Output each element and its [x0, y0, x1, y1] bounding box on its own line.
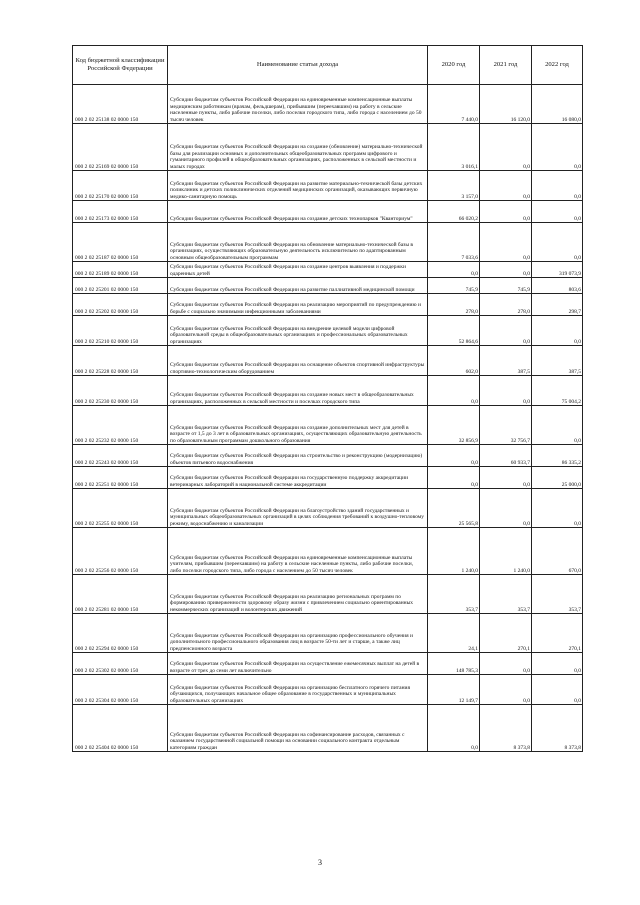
row-value-2020: 0,0 [428, 262, 480, 278]
row-code: 000 2 02 25170 02 0000 150 [73, 171, 168, 201]
row-name: Субсидии бюджетам субъектов Российской Федерации на реализацию мероприятий по предупреждению и борьбе с социально значимыми инфекционными заболеваниями [168, 294, 428, 316]
row-value-2021: 16 120,0 [480, 85, 532, 124]
row-value-2020: 66 020,2 [428, 201, 480, 223]
row-value-2020: 32 856,9 [428, 406, 480, 445]
row-value-2020: 0,0 [428, 467, 480, 489]
table-row [73, 528, 583, 575]
row-value-2022: 353,7 [532, 575, 583, 614]
row-value-2022: 0,0 [532, 316, 583, 346]
budget-revenue-table [72, 45, 583, 752]
row-code: 000 2 02 25302 02 0000 150 [73, 653, 168, 675]
row-value-2021: 0,0 [480, 201, 532, 223]
row-value-2021: 0,0 [480, 223, 532, 262]
row-name: Субсидии бюджетам субъектов Российской Федерации на обновление материально-технической базы в организациях, осуществляющих образовательную деятельность исключительно по адаптированным основным общеобразовательным программам [168, 223, 428, 262]
row-value-2020: 0,0 [428, 376, 480, 406]
row-value-2021: 0,0 [480, 376, 532, 406]
row-value-2021: 0,0 [480, 489, 532, 528]
row-value-2020: 353,7 [428, 575, 480, 614]
row-value-2022: 0,0 [532, 653, 583, 675]
row-value-2020: 3 016,1 [428, 124, 480, 171]
row-name: Субсидии бюджетам субъектов Российской Федерации на организацию профессионального обучения и дополнительного профессионального образования лиц в возрасте 50-ти лет и старше, а также лиц предпенсионного возраста [168, 614, 428, 653]
row-value-2022: 0,0 [532, 675, 583, 705]
row-name: Субсидии бюджетам субъектов Российской Федерации на развитие паллиативной медицинской помощи [168, 278, 428, 294]
table-header-row [73, 46, 583, 85]
row-value-2020: 278,0 [428, 294, 480, 316]
row-value-2021: 278,0 [480, 294, 532, 316]
row-name: Субсидии бюджетам субъектов Российской Федерации на создание центров выявления и поддержки одаренных детей [168, 262, 428, 278]
header-2020: 2020 год [428, 46, 480, 85]
header-name: Наименование статьи дохода [168, 46, 428, 85]
table-row [73, 575, 583, 614]
table-row [73, 467, 583, 489]
row-value-2022: 8 373,8 [532, 705, 583, 752]
table-row [73, 675, 583, 705]
table-row [73, 223, 583, 262]
row-value-2021: 0,0 [480, 653, 532, 675]
table-row [73, 406, 583, 445]
row-value-2020: 25 565,8 [428, 489, 480, 528]
row-code: 000 2 02 25228 02 0000 150 [73, 346, 168, 376]
header-2022: 2022 год [532, 46, 583, 85]
row-name: Субсидии бюджетам субъектов Российской Федерации на единовременные компенсационные выплаты медицинским работникам (врачам, фельдшерам), прибывшим (переехавшим) на работу в сельские населенные пункты, либо рабочие поселки, либо поселки городского типа, либо города с населением до 50 тысяч человек [168, 85, 428, 124]
row-code: 000 2 02 25169 02 0000 150 [73, 124, 168, 171]
row-value-2020: 0,0 [428, 705, 480, 752]
row-code: 000 2 02 25404 02 0000 150 [73, 705, 168, 752]
row-value-2021: 745,9 [480, 278, 532, 294]
row-value-2022: 298,7 [532, 294, 583, 316]
row-value-2020: 7 440,0 [428, 85, 480, 124]
table-body [73, 85, 583, 752]
table-row [73, 201, 583, 223]
row-code: 000 2 02 25173 02 0000 150 [73, 201, 168, 223]
row-name: Субсидии бюджетам субъектов Российской Федерации на благоустройство зданий государственных и муниципальных общеобразовательных организаций в целях соблюдения требований к воздушно-тепловому режиму, водоснабжению и канализации [168, 489, 428, 528]
row-name: Субсидии бюджетам субъектов Российской Федерации на реализацию региональных программ по формированию приверженности здоровому образу жизни с привлечением социально ориентированных некоммерческих организаций и волонтерских движений [168, 575, 428, 614]
table-row [73, 346, 583, 376]
row-value-2022: 0,0 [532, 171, 583, 201]
row-value-2021: 1 240,0 [480, 528, 532, 575]
row-value-2021: 60 933,7 [480, 445, 532, 467]
row-name: Субсидии бюджетам субъектов Российской Федерации на осуществление ежемесячных выплат на детей в возрасте от трех до семи лет включительно [168, 653, 428, 675]
row-value-2022: 0,0 [532, 124, 583, 171]
row-code: 000 2 02 25251 02 0000 150 [73, 467, 168, 489]
row-name: Субсидии бюджетам субъектов Российской Федерации на создание дополнительных мест для детей в возрасте от 1,5 до 3 лет в образовательных организациях, осуществляющих образовательную деятельность по образовательным программам дошкольного образования [168, 406, 428, 445]
row-value-2021: 0,0 [480, 124, 532, 171]
row-value-2022: 0,0 [532, 223, 583, 262]
row-value-2020: 0,0 [428, 445, 480, 467]
row-code: 000 2 02 25201 02 0000 150 [73, 278, 168, 294]
page-number: 3 [318, 858, 322, 867]
row-code: 000 2 02 25304 02 0000 150 [73, 675, 168, 705]
row-code: 000 2 02 25202 02 0000 150 [73, 294, 168, 316]
row-value-2022: 387,5 [532, 346, 583, 376]
header-code: Код бюджетной классификации Российской Федерации [73, 46, 168, 85]
row-code: 000 2 02 25256 02 0000 150 [73, 528, 168, 575]
row-value-2022: 0,0 [532, 489, 583, 528]
row-value-2020: 52 864,6 [428, 316, 480, 346]
table-row [73, 614, 583, 653]
table-row [73, 489, 583, 528]
row-value-2021: 0,0 [480, 262, 532, 278]
table-row [73, 278, 583, 294]
row-value-2022: 319 073,9 [532, 262, 583, 278]
row-code: 000 2 02 25281 02 0000 150 [73, 575, 168, 614]
row-name: Субсидии бюджетам субъектов Российской Федерации на внедрение целевой модели цифровой образовательной среды в общеобразовательных организациях и профессиональных образовательных организациях [168, 316, 428, 346]
row-code: 000 2 02 25230 02 0000 150 [73, 376, 168, 406]
row-code: 000 2 02 25138 02 0000 150 [73, 85, 168, 124]
row-name: Субсидии бюджетам субъектов Российской Федерации на оснащение объектов спортивной инфраструктуры спортивно-технологическим оборудованием [168, 346, 428, 376]
row-value-2020: 602,0 [428, 346, 480, 376]
table-row [73, 653, 583, 675]
row-value-2021: 353,7 [480, 575, 532, 614]
row-value-2022: 25 000,0 [532, 467, 583, 489]
row-name: Субсидии бюджетам субъектов Российской Федерации на единовременные компенсационные выплаты учителям, прибывшим (переехавшим) на работу в сельские населенные пункты, либо рабочие поселки, либо поселки городского типа, либо города с населением до 50 тысяч человек [168, 528, 428, 575]
row-value-2021: 8 373,8 [480, 705, 532, 752]
row-value-2020: 745,9 [428, 278, 480, 294]
row-value-2020: 7 033,6 [428, 223, 480, 262]
table-row [73, 445, 583, 467]
row-value-2022: 270,1 [532, 614, 583, 653]
row-value-2020: 3 157,0 [428, 171, 480, 201]
row-code: 000 2 02 25187 02 0000 150 [73, 223, 168, 262]
table-row [73, 124, 583, 171]
row-code: 000 2 02 25189 02 0000 150 [73, 262, 168, 278]
row-name: Субсидии бюджетам субъектов Российской Федерации на организацию бесплатного горячего питания обучающихся, получающих начальное общее образование в государственных и муниципальных образовательных организациях [168, 675, 428, 705]
table-row [73, 171, 583, 201]
row-name: Субсидии бюджетам субъектов Российской Федерации на создание детских технопарков "Кванториум" [168, 201, 428, 223]
row-code: 000 2 02 25243 02 0000 150 [73, 445, 168, 467]
table-row [73, 294, 583, 316]
row-value-2021: 0,0 [480, 171, 532, 201]
table-row [73, 705, 583, 752]
row-value-2022: 75 004,2 [532, 376, 583, 406]
row-value-2021: 387,5 [480, 346, 532, 376]
header-2021: 2021 год [480, 46, 532, 85]
row-code: 000 2 02 25232 02 0000 150 [73, 406, 168, 445]
table-row [73, 85, 583, 124]
row-value-2021: 0,0 [480, 467, 532, 489]
row-name: Субсидии бюджетам субъектов Российской Федерации на создание новых мест в общеобразовательных организациях, расположенных в сельской местности и поселках городского типа [168, 376, 428, 406]
table-row [73, 376, 583, 406]
row-value-2022: 16 080,0 [532, 85, 583, 124]
row-code: 000 2 02 25255 02 0000 150 [73, 489, 168, 528]
row-code: 000 2 02 25210 02 0000 150 [73, 316, 168, 346]
table-row [73, 262, 583, 278]
row-value-2022: 670,0 [532, 528, 583, 575]
row-value-2021: 270,1 [480, 614, 532, 653]
row-value-2020: 148 785,3 [428, 653, 480, 675]
row-value-2020: 1 240,0 [428, 528, 480, 575]
row-value-2022: 0,0 [532, 406, 583, 445]
row-value-2021: 0,0 [480, 675, 532, 705]
row-name: Субсидии бюджетам субъектов Российской Федерации на софинансирование расходов, связанных с оказанием государственной социальной помощи на основании социального контракта отдельным категориям граждан [168, 705, 428, 752]
row-value-2020: 12 149,7 [428, 675, 480, 705]
row-code: 000 2 02 25294 02 0000 150 [73, 614, 168, 653]
row-value-2022: 803,6 [532, 278, 583, 294]
row-value-2021: 0,0 [480, 316, 532, 346]
row-name: Субсидии бюджетам субъектов Российской Федерации на создание (обновление) материально-технической базы для реализации основных и дополнительных общеобразовательных программ цифрового и гуманитарного профилей в общеобразовательных организациях, расположенных в сельской местности и малых городах [168, 124, 428, 171]
table-row [73, 316, 583, 346]
row-name: Субсидии бюджетам субъектов Российской Федерации на развитие материально-технической базы детских поликлиник и детских поликлинических отделений медицинских организаций, оказывающих первичную медико-санитарную помощь [168, 171, 428, 201]
row-name: Субсидии бюджетам субъектов Российской Федерации на государственную поддержку аккредитации ветеринарных лабораторий в национальной системе аккредитации [168, 467, 428, 489]
row-value-2021: 32 756,7 [480, 406, 532, 445]
budget-table-container [72, 45, 582, 752]
row-value-2022: 0,0 [532, 201, 583, 223]
row-value-2020: 24,1 [428, 614, 480, 653]
row-value-2022: 86 335,2 [532, 445, 583, 467]
row-name: Субсидии бюджетам субъектов Российской Федерации на строительство и реконструкцию (модернизацию) объектов питьевого водоснабжения [168, 445, 428, 467]
